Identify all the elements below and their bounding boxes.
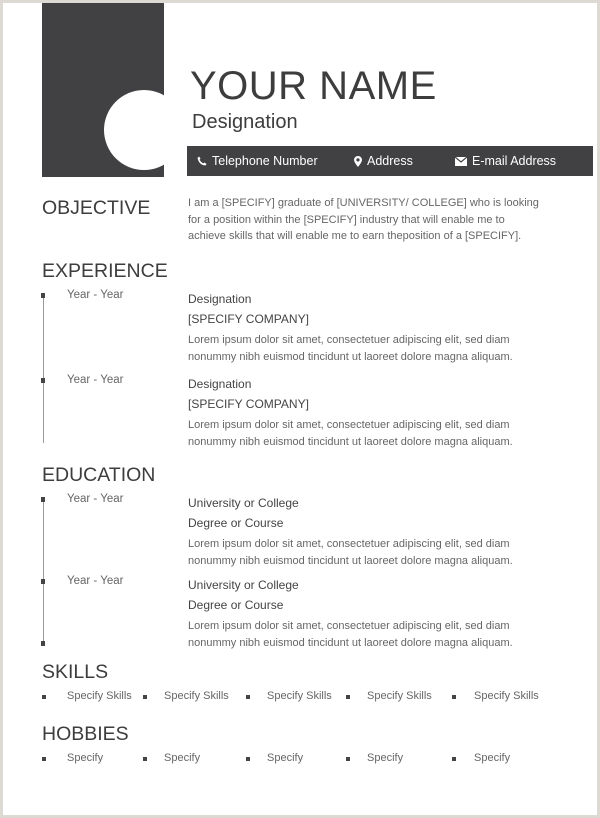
- text-line: achieve skills that will enable me to earn theposition of a [SPECIFY].: [188, 230, 522, 242]
- email-label: E-mail Address: [472, 154, 557, 168]
- timeline-marker: [41, 579, 45, 584]
- skills-item: Specify Skills: [67, 690, 132, 702]
- entry-description-line: nonummy nibh euismod tincidunt ut laoreet dolore magna aliquam.: [188, 637, 513, 649]
- experience-heading: EXPERIENCE: [42, 260, 168, 282]
- skills-item: Specify Skills: [164, 690, 229, 702]
- entry-years: Year - Year: [67, 575, 124, 587]
- phone-icon: [197, 156, 207, 166]
- skills-item: Specify Skills: [267, 690, 332, 702]
- timeline-marker: [41, 293, 45, 298]
- entry-title: Designation: [188, 292, 252, 306]
- entry-years: Year - Year: [67, 493, 124, 505]
- hobbies-heading: HOBBIES: [42, 723, 129, 745]
- entry-title: University or College: [188, 578, 299, 592]
- entry-organization: Degree or Course: [188, 516, 284, 530]
- entry-description-line: nonummy nibh euismod tincidunt ut laoreet dolore magna aliquam.: [188, 351, 513, 363]
- bullet-icon: [42, 695, 46, 699]
- contact-address: [354, 154, 413, 168]
- hobbies-item: Specify: [474, 752, 511, 764]
- bullet-icon: [452, 695, 456, 699]
- bullet-icon: [452, 757, 456, 761]
- bullet-icon: [42, 757, 46, 761]
- skills-heading: SKILLS: [42, 661, 109, 683]
- entry-years: Year - Year: [67, 289, 124, 301]
- timeline-end-marker: [41, 641, 45, 646]
- timeline-marker: [41, 378, 45, 383]
- objective-heading: OBJECTIVE: [42, 197, 151, 219]
- entry-years: Year - Year: [67, 374, 124, 386]
- phone-label: Telephone Number: [212, 154, 318, 168]
- entry-description-line: Lorem ipsum dolor sit amet, consectetuer adipiscing elit, sed diam: [188, 419, 510, 431]
- objective-text: [188, 195, 539, 245]
- text-line: for a position within the [SPECIFY] industry that will enable me to: [188, 213, 505, 226]
- bullet-icon: [246, 757, 250, 761]
- entry-description-line: Lorem ipsum dolor sit amet, consectetuer adipiscing elit, sed diam: [188, 620, 510, 632]
- skills-item: Specify Skills: [474, 690, 539, 702]
- timeline-line: [43, 497, 45, 645]
- entry-organization: Degree or Course: [188, 598, 284, 612]
- bullet-icon: [143, 757, 147, 761]
- contact-phone: [197, 154, 318, 168]
- hobbies-item: Specify: [67, 752, 104, 764]
- hobbies-item: Specify: [267, 752, 304, 764]
- entry-organization: [SPECIFY COMPANY]: [188, 312, 309, 326]
- education-heading: EDUCATION: [42, 464, 156, 486]
- timeline-marker: [41, 497, 45, 502]
- entry-description-line: nonummy nibh euismod tincidunt ut laoreet dolore magna aliquam.: [188, 555, 513, 567]
- envelope-icon: [455, 157, 467, 166]
- entry-title: Designation: [188, 377, 252, 391]
- bullet-icon: [346, 695, 350, 699]
- photo-placeholder: [104, 90, 184, 170]
- entry-description-line: Lorem ipsum dolor sit amet, consectetuer adipiscing elit, sed diam: [188, 334, 510, 346]
- name-title: YOUR NAME: [190, 64, 437, 108]
- text-line: I am a [SPECIFY] graduate of [UNIVERSITY/ COLLEGE] who is looking: [188, 197, 539, 209]
- entry-organization: [SPECIFY COMPANY]: [188, 397, 309, 411]
- address-label: Address: [367, 154, 413, 168]
- contact-email: [455, 154, 556, 168]
- entry-description-line: nonummy nibh euismod tincidunt ut laoreet dolore magna aliquam.: [188, 436, 513, 448]
- skills-item: Specify Skills: [367, 690, 432, 702]
- contact-bar: [187, 146, 593, 176]
- bullet-icon: [143, 695, 147, 699]
- entry-title: University or College: [188, 496, 299, 510]
- bullet-icon: [246, 695, 250, 699]
- designation: Designation: [192, 111, 298, 133]
- location-pin-icon: [354, 156, 362, 167]
- timeline-line: [43, 293, 45, 443]
- photo-block: [42, 3, 164, 177]
- bullet-icon: [346, 757, 350, 761]
- hobbies-item: Specify: [367, 752, 404, 764]
- entry-description-line: Lorem ipsum dolor sit amet, consectetuer adipiscing elit, sed diam: [188, 538, 510, 550]
- hobbies-item: Specify: [164, 752, 201, 764]
